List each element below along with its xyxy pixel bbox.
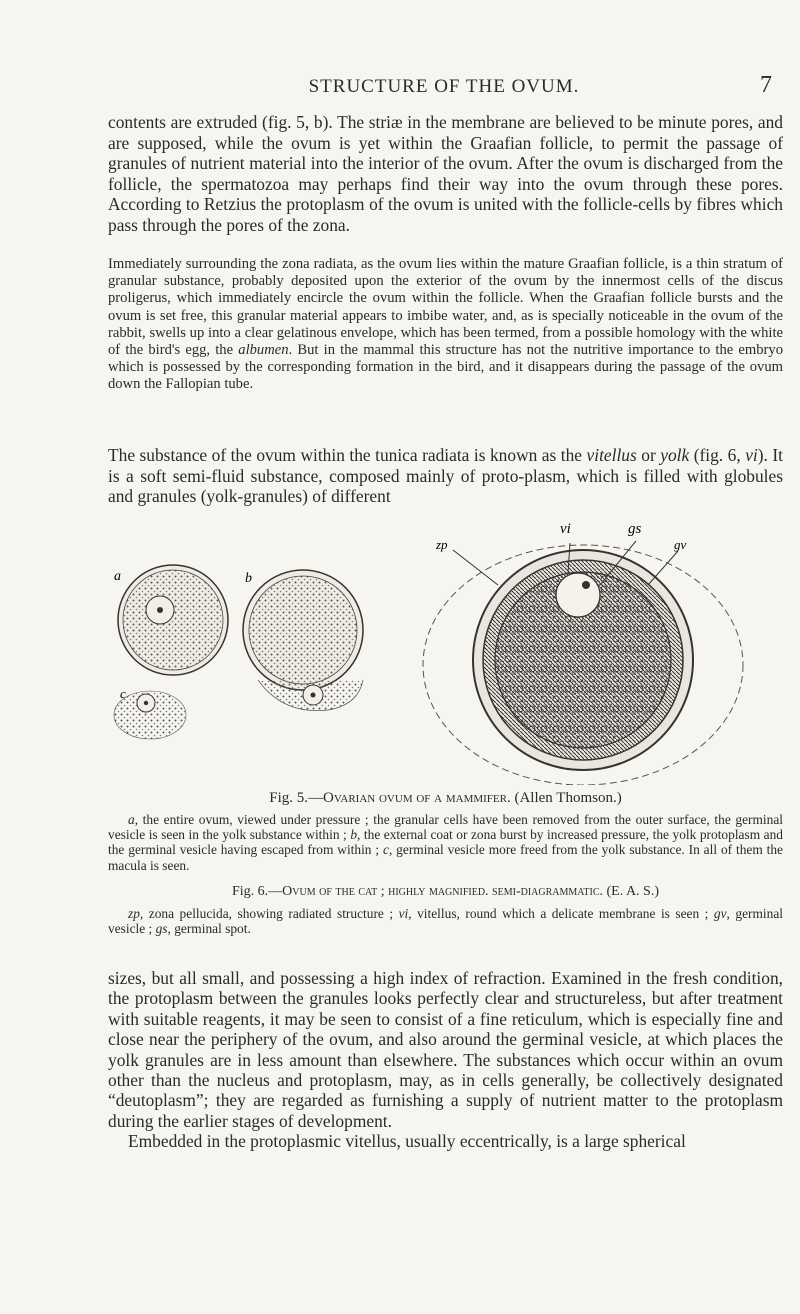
fig6-caption-title	[108, 884, 783, 900]
paragraph-vitellus	[108, 445, 783, 507]
fig5-legend-text-1: , the entire ovum, viewed under pressure ; the granular cells have been removed from the outer surface, the germinal vesicle is seen in the yolk substance within ;	[108, 812, 783, 843]
page-number: 7	[760, 72, 772, 98]
fig6-caption-legend	[108, 906, 783, 936]
paragraph-deutoplasm	[108, 968, 783, 1152]
fig6-author: (E. A. S.)	[603, 884, 659, 899]
fig5-label-a: a	[114, 569, 121, 584]
albumen-text-b: . But in the mammal this structure has not the nutritive importance to the embryo which is possessed by the corresponding formation in the bird, and it disappears during the passage of the ovum down the Fallopian tube.	[108, 342, 784, 393]
running-title: STRUCTURE OF THE OVUM.	[308, 76, 580, 97]
fig6-label-vi: vi	[560, 521, 571, 537]
figure-area	[108, 515, 780, 785]
fig5-legend-text-2: , the external coat or zona burst by increased pressure, the yolk protoplasm and the germinal vesicle having escaped from within ;	[108, 827, 783, 858]
fig5-legend-text-3: , germinal vesicle more freed from the yolk substance. In all of them the macula is seen.	[108, 842, 783, 873]
fig6-number: Fig. 6.—	[231, 884, 283, 899]
fig6-label-zp: zp	[436, 537, 448, 552]
vi-ref: vi	[745, 445, 758, 465]
deutoplasm-text: sizes, but all small, and possessing a high index of refraction. Examined in the fresh condition, the protoplasm between the granules looks perfectly clear and structureless, but after treatment with suitable reagents, it may be seen to consist of a fine reticulum, which is especially fine and close near the periphery of the ovum, and also around the germinal vesicle, at which places the yolk granules are in less amount than elsewhere. The substances which occur within an ovum other than the nucleus and protoplasm, may, as in cells generally, be collectively designated “deutoplasm”; they are regarded as furnishing a supply of nutrient matter to the protoplasm during the earlier stages of development.	[108, 968, 783, 1131]
fig6-legend-text-3: , germinal vesicle ;	[108, 906, 783, 937]
fig5-author: (Allen Thomson.)	[510, 790, 622, 806]
fig5-ovum-b	[243, 570, 363, 711]
figure-illustrations	[108, 515, 780, 785]
fig6-title: Ovum of the cat ; highly magnified. semi-diagrammatic.	[282, 884, 603, 899]
fig6-ovum-cat	[423, 541, 743, 785]
fig5-ovum-a	[118, 565, 228, 675]
fig6-legend-zp: zp	[128, 906, 140, 921]
fig5-legend-a: a	[128, 812, 135, 827]
fig6-label-gs: gs	[628, 521, 642, 537]
vitellus-text-b: or	[636, 445, 661, 465]
fig6-legend-vi: vi	[398, 906, 409, 921]
fig5-number: Fig. 5.—	[269, 790, 324, 806]
fig5-legend-b: b	[350, 827, 358, 843]
vitellus-term: vitellus	[586, 445, 637, 465]
albumen-text-a: Immediately surrounding the zona radiata, as the ovum lies within the mature Graafian follicle, is a thin stratum of granular substance, probably deposited upon the exterior of the ovum by the innermost cells of the discus proligerus, which immediately encircle the ovum within the follicle. When the Graafian follicle bursts and the ovum is set free, this granular material appears to imbibe water, and, as is specially noticeable in the ovum of the rabbit, swells up into a clear gelatinous envelope, which has been termed, from a possible homology with the white of the bird's egg, the	[108, 256, 783, 359]
fig6-legend-text-1: , zona pellucida, showing radiated structure ;	[139, 906, 399, 921]
fig5-caption-legend	[108, 812, 783, 873]
fig6-legend-gs: gs	[155, 921, 168, 937]
vitellus-text-d: ). It is a soft semi-fluid substance, composed mainly of proto-plasm, which is filled with globules and granules (yolk-granules) of different	[108, 445, 784, 507]
embedded-text: Embedded in the protoplasmic vitellus, usually eccentrically, is a large spherical	[128, 1131, 686, 1152]
paragraph-zona-pores: contents are extruded (fig. 5, b). The striæ in the membrane are believed to be minute pores, and are supposed, while the ovum is yet within the Graafian follicle, to permit the passage of granules of nutrient material into the interior of the ovum. After the ovum is discharged from the follicle, the spermatozoa may perhaps find their way into the ovum through these pores. According to Retzius the protoplasm of the ovum is united with the follicle-cells by fibres which pass through the pores of the zona.	[108, 112, 783, 235]
fig6-legend-gv: gv	[713, 906, 727, 921]
fig5-label-b: b	[245, 571, 252, 586]
fig5-legend-c: c	[383, 842, 389, 858]
fig5-title: Ovarian ovum of a mammifer.	[323, 790, 511, 806]
vitellus-text-a: The substance of the ovum within the tunica radiata is known as the	[108, 445, 587, 465]
fig5-caption-title	[108, 790, 783, 807]
fig6-legend-text-4: , germinal spot.	[167, 921, 251, 937]
fig5-label-c: c	[120, 686, 126, 701]
paragraph-albumen	[108, 256, 783, 394]
page-header	[108, 72, 780, 106]
fig6-legend-text-2: , vitellus, round which a delicate membrane is seen ;	[408, 906, 714, 921]
albumen-term: albumen	[238, 342, 289, 359]
fig6-label-gv: gv	[674, 537, 687, 552]
yolk-term: yolk	[660, 445, 690, 465]
vitellus-text-c: (fig. 6,	[689, 445, 746, 465]
